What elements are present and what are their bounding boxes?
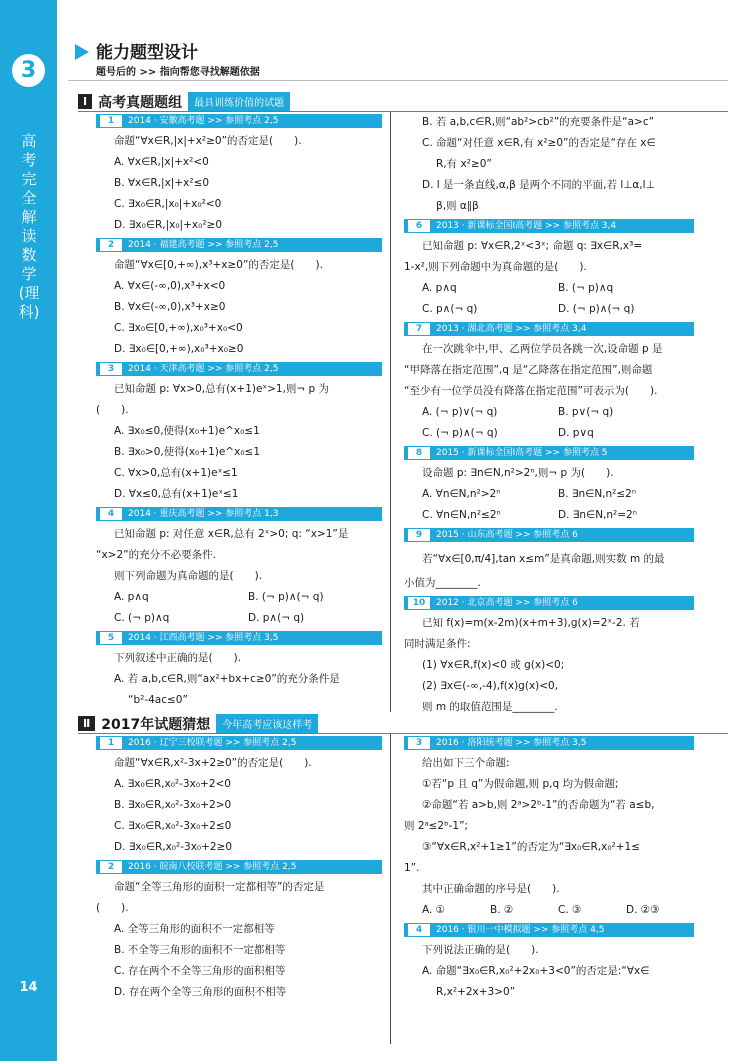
question-stem-cont: 则下列命题为真命题的是( ).: [114, 570, 263, 582]
question-stem-cont: 同时满足条件:: [404, 638, 471, 650]
option-c-cont: R,有 x²≥0”: [436, 158, 492, 170]
question-header: [96, 507, 382, 521]
question-stem: 给出如下三个命题:: [422, 757, 510, 769]
section-2-tag: 今年高考应该这样考: [216, 714, 318, 733]
question-source: 2016 · 皖南八校联考题 >> 参照考点 2,5: [128, 862, 297, 872]
option-row: [96, 587, 382, 608]
question-stem-cont: 1-x²,则下列命题中为真命题的是( ).: [404, 261, 587, 273]
question-ask: 则 m 的取值范围是________.: [422, 701, 558, 713]
question-source: 2014 · 江西高考题 >> 参照考点 3,5: [128, 633, 279, 643]
question-number: 1: [100, 737, 122, 749]
question-stem-cont: 小值为________.: [404, 577, 481, 589]
option-a: A. 若 a,b,c∈R,则“ax²+bx+c≥0”的充分条件是: [114, 673, 340, 685]
question-stem: 设命题 p: ∃n∈N,n²>2ⁿ,则¬ p 为( ).: [422, 467, 614, 479]
question-stem: 在一次跳伞中,甲、乙两位学员各跳一次,设命题 p 是: [422, 343, 663, 355]
question-number: 7: [408, 323, 430, 335]
question-header: [404, 446, 694, 460]
option-a: A. ∀x∈R,|x|+x²<0: [114, 156, 209, 168]
question-stem: 命题“∀x∈R,|x|+x²≥0”的否定是( ).: [114, 135, 302, 147]
option-a: A. ∃x₀≤0,使得(x₀+1)e^x₀≤1: [114, 425, 260, 437]
option-c: C. (¬ p)∧(¬ q): [422, 427, 498, 439]
question-source: 2014 · 安徽高考题 >> 参照考点 2,5: [128, 116, 279, 126]
play-triangle-icon: [75, 44, 89, 60]
option-c: C. 存在两个不全等三角形的面积相等: [114, 965, 286, 977]
option-d-cont: β,则 α∥β: [436, 200, 479, 212]
book-title: 高考完全解读 数学(理科): [18, 132, 40, 321]
header-divider: [68, 80, 728, 81]
option-d: D. ②③: [626, 904, 660, 916]
condition-1: (1) ∀x∈R,f(x)<0 或 g(x)<0;: [422, 659, 565, 671]
option-a: A. p∧q: [422, 282, 457, 294]
option-a: A. 全等三角形的面积不一定都相等: [114, 923, 275, 935]
statement-1: ①若“p 且 q”为假命题,则 p,q 均为假命题;: [422, 778, 619, 790]
option-b: B. ∀x∈(-∞,0),x³+x≥0: [114, 301, 226, 313]
option-d: D. (¬ p)∧(¬ q): [558, 303, 635, 315]
question-header: [404, 923, 694, 937]
option-b: B. (¬ p)∧q: [558, 282, 614, 294]
option-a: A. ∃x₀∈R,x₀²-3x₀+2<0: [114, 778, 231, 790]
option-b: B. ∃x₀>0,使得(x₀+1)e^x₀≤1: [114, 446, 261, 458]
option-a: A. ∀x∈(-∞,0),x³+x<0: [114, 280, 226, 292]
column-divider: [390, 734, 391, 1044]
question-header: [96, 238, 382, 252]
question-header: [96, 860, 382, 874]
option-a: A. 命题“∃x₀∈R,x₀²+2x₀+3<0”的否定是:“∀x∈: [422, 965, 650, 977]
option-row: [96, 608, 382, 629]
question-stem-cont: ( ).: [96, 902, 129, 914]
question-source: 2014 · 福建高考题 >> 参照考点 2,5: [128, 240, 279, 250]
question-source: 2015 · 新课标全国Ⅰ高考题 >> 参照考点 5: [436, 448, 608, 458]
option-row: [404, 484, 694, 505]
question-number: 1: [100, 115, 122, 127]
option-c: C. ∃x₀∈R,x₀²-3x₀+2≤0: [114, 820, 232, 832]
option-b: B. 若 a,b,c∈R,则“ab²>cb²”的充要条件是“a>c”: [422, 116, 655, 128]
statement-3: ③“∀x∈R,x²+1≥1”的否定为“∃x₀∈R,x₀²+1≤: [422, 841, 641, 853]
section-2-right-column: [404, 734, 694, 1003]
option-c: C. ∃x₀∈R,|x₀|+x₀²<0: [114, 198, 222, 210]
question-source: 2013 · 新课标全国Ⅰ高考题 >> 参照考点 3,4: [436, 221, 617, 231]
option-b: B. 不全等三角形的面积不一定都相等: [114, 944, 286, 956]
option-a-cont: R,x²+2x+3>0”: [436, 986, 516, 998]
question-stem: 命题“∀x∈R,x²-3x+2≥0”的否定是( ).: [114, 757, 312, 769]
option-d: D. ∀x≤0,总有(x+1)eˣ≤1: [114, 488, 239, 500]
section-1-numeral: Ⅰ: [78, 94, 92, 109]
question-header: [96, 114, 382, 128]
question-stem-cont: “至少有一位学员没有降落在指定范围”可表示为( ).: [404, 385, 658, 397]
question-header: [404, 736, 694, 750]
option-b: B. ∀x∈R,|x|+x²≤0: [114, 177, 210, 189]
question-header: [96, 736, 382, 750]
question-header: [404, 528, 694, 542]
question-source: 2016 · 辽宁三校联考题 >> 参照考点 2,5: [128, 738, 297, 748]
option-d: D. 存在两个全等三角形的面积不相等: [114, 986, 287, 998]
option-b: B. ②: [490, 904, 514, 916]
question-source: 2014 · 天津高考题 >> 参照考点 2,5: [128, 364, 279, 374]
question-source: 2016 · 银川一中模拟题 >> 参照考点 4,5: [436, 925, 605, 935]
question-stem: 已知命题 p: 对任意 x∈R,总有 2ˣ>0; q: “x>1”是: [114, 528, 349, 540]
question-source: 2012 · 北京高考题 >> 参照考点 6: [436, 598, 578, 608]
statement-2: ②命题“若 a>b,则 2ᵃ>2ᵇ-1”的否命题为“若 a≤b,: [422, 799, 655, 811]
section-2-heading: [78, 715, 318, 732]
statement-2-cont: 则 2ᵃ≤2ᵇ-1”;: [404, 820, 469, 832]
option-b: B. ∃n∈N,n²≤2ⁿ: [558, 488, 637, 500]
question-number: 8: [408, 447, 430, 459]
question-stem: 命题“∀x∈[0,+∞),x³+x≥0”的否定是( ).: [114, 259, 323, 271]
column-divider: [390, 112, 391, 712]
question-header: [96, 362, 382, 376]
section-1-left-column: [96, 112, 382, 711]
question-number: 2: [100, 861, 122, 873]
option-b: B. (¬ p)∧(¬ q): [248, 591, 324, 603]
section-2-numeral: Ⅱ: [78, 716, 95, 731]
question-number: 3: [100, 363, 122, 375]
question-number: 3: [408, 737, 430, 749]
option-a: A. ∀n∈N,n²>2ⁿ: [422, 488, 501, 500]
option-a: A. p∧q: [114, 591, 149, 603]
option-row: [404, 423, 694, 444]
option-c: C. ③: [558, 904, 582, 916]
option-b: B. ∃x₀∈R,x₀²-3x₀+2>0: [114, 799, 232, 811]
chapter-sidebar: [0, 0, 57, 1061]
question-stem: 下列叙述中正确的是( ).: [114, 652, 242, 664]
question-number: 10: [408, 597, 430, 609]
option-c: C. ∃x₀∈[0,+∞),x₀³+x₀<0: [114, 322, 243, 334]
question-stem: 命题“全等三角形的面积一定都相等”的否定是: [114, 881, 325, 893]
section-2-title: 2017年试题猜想: [101, 716, 211, 733]
option-d: D. ∃x₀∈R,x₀²-3x₀+2≥0: [114, 841, 233, 853]
question-source: 2016 · 洛阳统考题 >> 参照考点 3,5: [436, 738, 587, 748]
chapter-number: 3: [12, 54, 45, 87]
page-number: 14: [19, 980, 38, 995]
question-stem: 已知命题 p: ∀x>0,总有(x+1)eˣ>1,则¬ p 为: [114, 383, 330, 395]
section-1-title: 高考真题题组: [98, 94, 183, 111]
option-row: [404, 299, 694, 320]
section-1-heading: [78, 93, 290, 110]
question-number: 4: [408, 924, 430, 936]
statement-3-cont: 1”.: [404, 862, 420, 874]
option-a: A. (¬ p)∨(¬ q): [422, 406, 498, 418]
condition-2: (2) ∃x∈(-∞,-4),f(x)g(x)<0,: [422, 680, 559, 692]
question-stem-cont: “x>2”的充分不必要条件.: [96, 549, 216, 561]
question-number: 9: [408, 529, 430, 541]
question-stem: 若“∀x∈[0,π/4],tan x≤m”是真命题,则实数 m 的最: [422, 553, 665, 565]
question-stem: 已知命题 p: ∀x∈R,2ˣ<3ˣ; 命题 q: ∃x∈R,x³=: [422, 240, 643, 252]
option-row: [404, 402, 694, 423]
option-b: B. p∨(¬ q): [558, 406, 614, 418]
page-title: 能力题型设计: [96, 43, 198, 63]
option-d: D. ∃x₀∈R,|x₀|+x₀²≥0: [114, 219, 223, 231]
option-c: C. p∧(¬ q): [422, 303, 478, 315]
option-d: D. ∃x₀∈[0,+∞),x₀³+x₀≥0: [114, 343, 244, 355]
option-d: D. p∨q: [558, 427, 594, 439]
question-stem-cont: ( ).: [96, 404, 129, 416]
question-header: [404, 322, 694, 336]
option-d: D. l 是一条直线,α,β 是两个不同的平面,若 l⊥α,l⊥: [422, 179, 655, 191]
question-header: [96, 631, 382, 645]
question-number: 2: [100, 239, 122, 251]
option-a: A. ①: [422, 904, 446, 916]
section-1-tag: 最具训练价值的试题: [188, 92, 290, 111]
question-source: 2013 · 湖北高考题 >> 参照考点 3,4: [436, 324, 587, 334]
option-d: D. ∃n∈N,n²=2ⁿ: [558, 509, 637, 521]
question-stem: 下列说法正确的是( ).: [422, 944, 539, 956]
option-d: D. p∧(¬ q): [248, 612, 305, 624]
question-source: 2014 · 重庆高考题 >> 参照考点 1,3: [128, 509, 279, 519]
question-stem: 已知 f(x)=m(x-2m)(x+m+3),g(x)=2ˣ-2. 若: [422, 617, 640, 629]
section-2-left-column: [96, 734, 382, 1003]
question-source: 2015 · 山东高考题 >> 参照考点 6: [436, 530, 578, 540]
option-c: C. ∀n∈N,n²≤2ⁿ: [422, 509, 501, 521]
option-row: [404, 900, 694, 921]
option-row: [404, 278, 694, 299]
question-header: [404, 596, 694, 610]
section-1-right-column: [404, 112, 694, 718]
question-ask: 其中正确命题的序号是( ).: [422, 883, 560, 895]
question-number: 4: [100, 508, 122, 520]
question-header: [404, 219, 694, 233]
option-c: C. ∀x>0,总有(x+1)eˣ≤1: [114, 467, 238, 479]
option-c: C. 命题“对任意 x∈R,有 x²≥0”的否定是“存在 x∈: [422, 137, 656, 149]
option-c: C. (¬ p)∧q: [114, 612, 170, 624]
question-stem-cont: “甲降落在指定范围”,q 是“乙降落在指定范围”,则命题: [404, 364, 653, 376]
option-row: [404, 505, 694, 526]
option-a-cont: “b²-4ac≤0”: [128, 694, 188, 706]
question-number: 6: [408, 220, 430, 232]
page-subtitle: 题号后的 >> 指向帮您寻找解题依据: [96, 67, 260, 78]
question-number: 5: [100, 632, 122, 644]
